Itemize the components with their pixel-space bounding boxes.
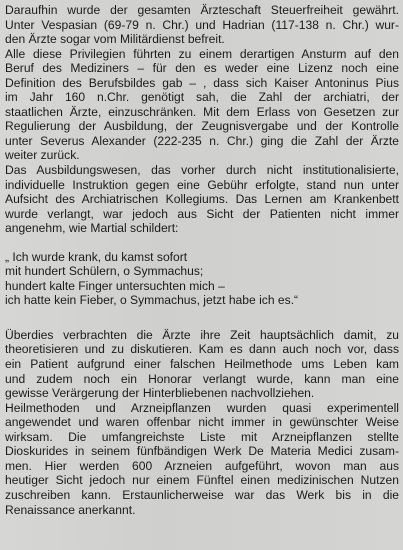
quote-line: hundert kalte Finger untersuchten mich – (5, 278, 225, 293)
text-line: den Ärzte sogar vom Militärdienst befreit. (5, 32, 225, 47)
text-line: Alle diese Privilegien führten zu einem derartigen Ansturm auf den (5, 46, 399, 61)
paragraph-medicine (5, 328, 399, 517)
martial-quote (5, 250, 399, 308)
paragraph-gap (5, 308, 399, 322)
text-line: Überdies verbrachten die Ärzte ihre Zeit hauptsächlich damit, zu (5, 327, 399, 342)
text-line: Daraufhin wurde der gesamten Ärzteschaft Steuerfreiheit gewährt. (5, 3, 399, 17)
paragraph-privileges (5, 3, 399, 236)
text-line: Heilmethoden und Arzneipflanzen wurden quasi experimentell (5, 400, 399, 415)
text-line: Das Ausbildungswesen, das vorher durch nicht institutionalisierte, (5, 163, 399, 178)
text-line: zuschreiben kann. Erstaunlicherweise war das Werk bis in die (5, 487, 399, 502)
text-line: Renaissance anerkannt. (5, 502, 136, 517)
text-line: angenehm, wie Martial schildert: (5, 221, 179, 236)
text-line: ein Patient aufgrund einer falschen Heilmethode ums Leben kam (5, 357, 399, 372)
text-line: Beruf des Mediziners – für den es weder eine Lizenz noch eine (5, 61, 399, 76)
text-line: Dioskurides in seinem fünfbändigen Werk De Materia Medici zusam- (5, 444, 399, 459)
text-line: Definition des Berufsbildes gab – , dass sich Kaiser Antoninus Pius (5, 75, 399, 90)
text-line: wirksam. Die umfangreichste Liste mit Arzneipflanzen stellte (5, 429, 399, 444)
text-line: heutiger Sicht jedoch nur einem Fünftel einen medizinischen Nutzen (5, 473, 399, 488)
text-line: angewendet und waren offenbar nicht immer in gewünschter Weise (5, 415, 399, 430)
text-line: theoretisieren und zu diskutieren. Kam es dann auch noch vor, dass (5, 342, 399, 357)
text-line: unter Severus Alexander (222-235 n. Chr.) ging die Zahl der Ärzte (5, 133, 399, 148)
text-line: gewisse Verärgerung der Hinterbliebenen nachvollziehen. (5, 386, 315, 401)
text-line: und zudem noch ein Honorar verlangt wurde, kann man eine (5, 371, 399, 386)
text-line: individuelle Instruktion gegen eine Gebühr erfolgte, stand nun unter (5, 177, 399, 192)
text-line: weiter zurück. (5, 148, 80, 163)
paragraph-gap (5, 236, 399, 250)
text-line: men. Hier werden 600 Arzneien aufgeführt, wovon man aus (5, 458, 399, 473)
text-line: Aufsicht des Archiatrischen Kollegiums. Das Lernen am Krankenbett (5, 192, 399, 207)
text-line: staatlichen Ärzte, einzuschränken. Mit dem Erlass von Gesetzen zur (5, 104, 399, 119)
quote-line: mit hundert Schülern, o Symmachus; (5, 264, 204, 279)
text-line: wurde verlangt, war jedoch aus Sicht der Patienten nicht immer (5, 206, 399, 221)
text-line: im Jahr 160 n.Chr. genötigt sah, die Zahl der archiatri, der (5, 90, 399, 105)
text-line: Regulierung der Ausbildung, der Zeugnisvergabe und der Kontrolle (5, 119, 399, 134)
quote-line: ich hatte kein Fieber, o Symmachus, jetzt habe ich es.“ (5, 293, 299, 308)
quote-line: „ Ich wurde krank, du kamst sofort (5, 249, 188, 264)
text-line: Unter Vespasian (69-79 n. Chr.) und Hadrian (117-138 n. Chr.) wur- (5, 17, 399, 32)
